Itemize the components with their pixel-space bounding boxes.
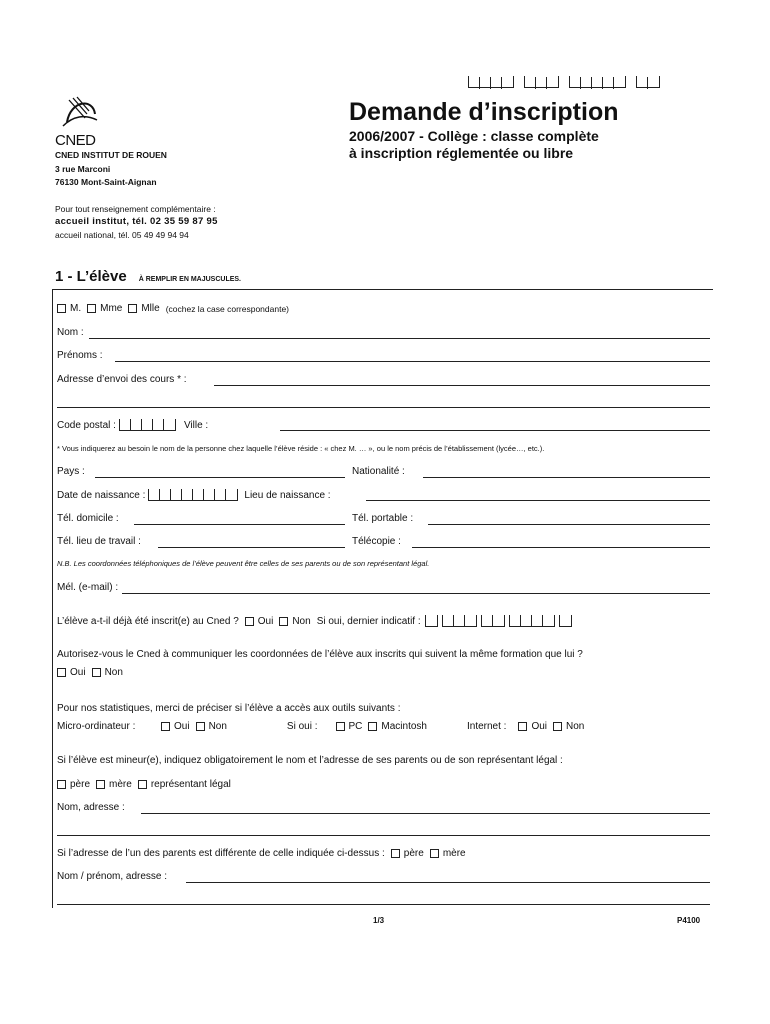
civility-row — [57, 303, 289, 314]
org-city: 76130 Mont-Saint-Aignan — [55, 177, 157, 187]
page-title: Demande d’inscription — [349, 98, 619, 126]
nb-note: N.B. Les coordonnées téléphoniques de l’élève peuvent être celles de ses parents ou de son représentant légal. — [57, 559, 430, 568]
nom-label: Nom : — [57, 327, 84, 338]
dernier-indicatif-label: Si oui, dernier indicatif : — [316, 615, 421, 627]
macintosh-option[interactable] — [368, 721, 427, 732]
nationalite-label: Nationalité : — [352, 466, 405, 477]
tel-domicile-label: Tél. domicile : — [57, 513, 119, 524]
micro-oui[interactable] — [161, 721, 190, 732]
prenoms-label: Prénoms : — [57, 350, 103, 361]
indicatif-box-5[interactable] — [559, 615, 572, 627]
code-postal-field[interactable] — [119, 419, 176, 431]
phone-institut: accueil institut, tél. 02 35 59 87 95 — [55, 216, 218, 227]
ville-field[interactable] — [280, 430, 710, 431]
checkbox[interactable] — [391, 849, 400, 858]
tel-portable-label: Tél. portable : — [352, 513, 414, 524]
label: PC — [348, 721, 363, 732]
lieu-naissance-label: Lieu de naissance : — [244, 489, 331, 501]
label: Non — [292, 615, 311, 627]
deja-inscrit-label: L’élève a-t-il déjà été inscrit(e) au Cned ? — [57, 615, 239, 627]
date-naissance-label: Date de naissance : — [57, 489, 146, 501]
diff-pere[interactable] — [391, 848, 424, 859]
diff-mere[interactable] — [430, 848, 466, 859]
tel-travail-field[interactable] — [158, 547, 345, 548]
parent-options — [57, 779, 237, 790]
checkbox[interactable] — [96, 780, 105, 789]
ref-box-group-4[interactable] — [636, 76, 660, 88]
prenoms-field[interactable] — [115, 361, 710, 362]
label: Mme — [100, 303, 123, 314]
logo-text: CNED — [55, 132, 96, 149]
label: Non — [104, 667, 123, 678]
tel-portable-field[interactable] — [428, 524, 710, 525]
parent-pere[interactable] — [57, 779, 90, 790]
label: Macintosh — [381, 721, 427, 732]
label: Mlle — [141, 303, 160, 314]
si-oui-label: Si oui : — [286, 721, 318, 732]
micro-label: Micro-ordinateur : — [57, 721, 136, 732]
naissance-row — [57, 489, 331, 501]
adresse-field-1[interactable] — [214, 385, 710, 386]
mel-field[interactable] — [122, 593, 710, 594]
nom-adresse-label: Nom, adresse : — [57, 802, 125, 813]
internet-non[interactable] — [553, 721, 584, 732]
checkbox[interactable] — [128, 304, 137, 313]
autorisez-non[interactable] — [92, 667, 123, 678]
label: M. — [70, 303, 82, 314]
ville-label: Ville : — [183, 419, 209, 431]
checkbox[interactable] — [138, 780, 147, 789]
mineur-label: Si l’élève est mineur(e), indiquez obligatoirement le nom et l’adresse de ses parents ou de son représentant légal : — [57, 755, 563, 766]
info-intro: Pour tout renseignement complémentaire : — [55, 204, 216, 214]
org-street: 3 rue Marconi — [55, 164, 111, 174]
reference-boxes — [468, 76, 660, 88]
checkbox[interactable] — [57, 304, 66, 313]
cp-row — [57, 419, 208, 431]
civility-mme[interactable] — [87, 303, 122, 314]
checkbox[interactable] — [87, 304, 96, 313]
stats-label: Pour nos statistiques, merci de préciser si l’élève a accès aux outils suivants : — [57, 703, 401, 714]
page-number: 1/3 — [373, 916, 385, 925]
pays-label: Pays : — [57, 466, 85, 477]
section-heading — [55, 268, 241, 285]
micro-row — [57, 721, 590, 732]
checkbox[interactable] — [279, 617, 288, 626]
internet-label: Internet : — [466, 721, 507, 732]
micro-non[interactable] — [196, 721, 227, 732]
indicatif-box-2[interactable] — [442, 615, 477, 627]
label: Oui — [70, 667, 86, 678]
ref-box-group-1[interactable] — [468, 76, 514, 88]
adresse-diff-row — [57, 848, 472, 859]
nom-prenom-adresse-field-1[interactable] — [186, 882, 710, 883]
checkbox[interactable] — [430, 849, 439, 858]
checkbox[interactable] — [57, 668, 66, 677]
code-postal-label: Code postal : — [57, 419, 116, 431]
nom-field[interactable] — [89, 338, 710, 339]
tel-domicile-field[interactable] — [134, 524, 345, 525]
pays-field[interactable] — [95, 477, 345, 478]
date-naissance-field[interactable] — [148, 489, 238, 501]
label: Oui — [174, 721, 190, 732]
checkbox[interactable] — [196, 722, 205, 731]
checkbox[interactable] — [518, 722, 527, 731]
label: père — [403, 848, 424, 859]
autorisez-options — [57, 667, 129, 678]
parent-representant[interactable] — [138, 779, 231, 790]
indicatif-box-4[interactable] — [509, 615, 555, 627]
checkbox[interactable] — [368, 722, 377, 731]
telecopie-field[interactable] — [412, 547, 710, 548]
nationalite-field[interactable] — [423, 477, 710, 478]
mel-label: Mél. (e-mail) : — [57, 582, 119, 593]
address-footnote: * Vous indiquerez au besoin le nom de la personne chez laquelle l’élève réside : « chez M. … », ou le nom précis de l’établissement (lycée…, etc.). — [57, 444, 545, 453]
checkbox[interactable] — [245, 617, 254, 626]
label: père — [70, 779, 91, 790]
form-code: P4100 — [677, 916, 701, 925]
autorisez-oui[interactable] — [57, 667, 86, 678]
lieu-naissance-field[interactable] — [366, 500, 710, 501]
label: mère — [109, 779, 132, 790]
section-note: À REMPLIR EN MAJUSCULES. — [138, 276, 242, 283]
civility-mlle[interactable] — [128, 303, 159, 314]
deja-inscrit-oui[interactable] — [245, 616, 274, 627]
deja-inscrit-row — [57, 615, 572, 627]
label: Non — [208, 721, 227, 732]
nom-adresse-field-2[interactable] — [57, 835, 710, 836]
ref-box-group-2[interactable] — [524, 76, 559, 88]
label: Non — [566, 721, 585, 732]
checkbox[interactable] — [553, 722, 562, 731]
civility-m[interactable] — [57, 303, 81, 314]
label: Oui — [257, 615, 274, 627]
org-name: CNED INSTITUT DE ROUEN — [55, 150, 167, 160]
parent-mere[interactable] — [96, 779, 132, 790]
telecopie-label: Télécopie : — [352, 536, 401, 547]
checkbox[interactable] — [92, 668, 101, 677]
nom-prenom-adresse-field-2[interactable] — [57, 904, 710, 905]
checkbox[interactable] — [336, 722, 345, 731]
nom-prenom-adresse-label: Nom / prénom, adresse : — [57, 871, 168, 882]
checkbox[interactable] — [57, 780, 66, 789]
autorisez-label: Autorisez-vous le Cned à communiquer les coordonnées de l’élève aux inscrits qui suivent la même formation que lui ? — [57, 649, 583, 660]
adresse-field-2[interactable] — [57, 407, 710, 408]
internet-oui[interactable] — [518, 721, 547, 732]
page-subtitle-1: 2006/2007 - Collège : classe complète — [349, 128, 599, 144]
label: représentant légal — [150, 779, 231, 790]
ref-box-group-3[interactable] — [569, 76, 626, 88]
label: Oui — [531, 721, 548, 732]
tel-travail-label: Tél. lieu de travail : — [57, 536, 141, 547]
pc-option[interactable] — [336, 721, 363, 732]
adresse-label: Adresse d’envoi des cours * : — [57, 374, 187, 385]
label: mère — [442, 848, 466, 859]
adresse-diff-label: Si l’adresse de l’un des parents est différente de celle indiquée ci-dessus : — [57, 848, 385, 859]
indicatif-box-3[interactable] — [481, 615, 505, 627]
phone-national: accueil national, tél. 05 49 49 94 94 — [55, 230, 189, 240]
section-title: 1 - L’élève — [55, 268, 127, 285]
page-subtitle-2: à inscription réglementée ou libre — [349, 145, 574, 161]
indicatif-box-1[interactable] — [425, 615, 438, 627]
checkbox[interactable] — [161, 722, 170, 731]
nom-adresse-field-1[interactable] — [141, 813, 710, 814]
deja-inscrit-non[interactable] — [279, 616, 310, 627]
civility-hint: (cochez la case correspondante) — [165, 303, 290, 314]
